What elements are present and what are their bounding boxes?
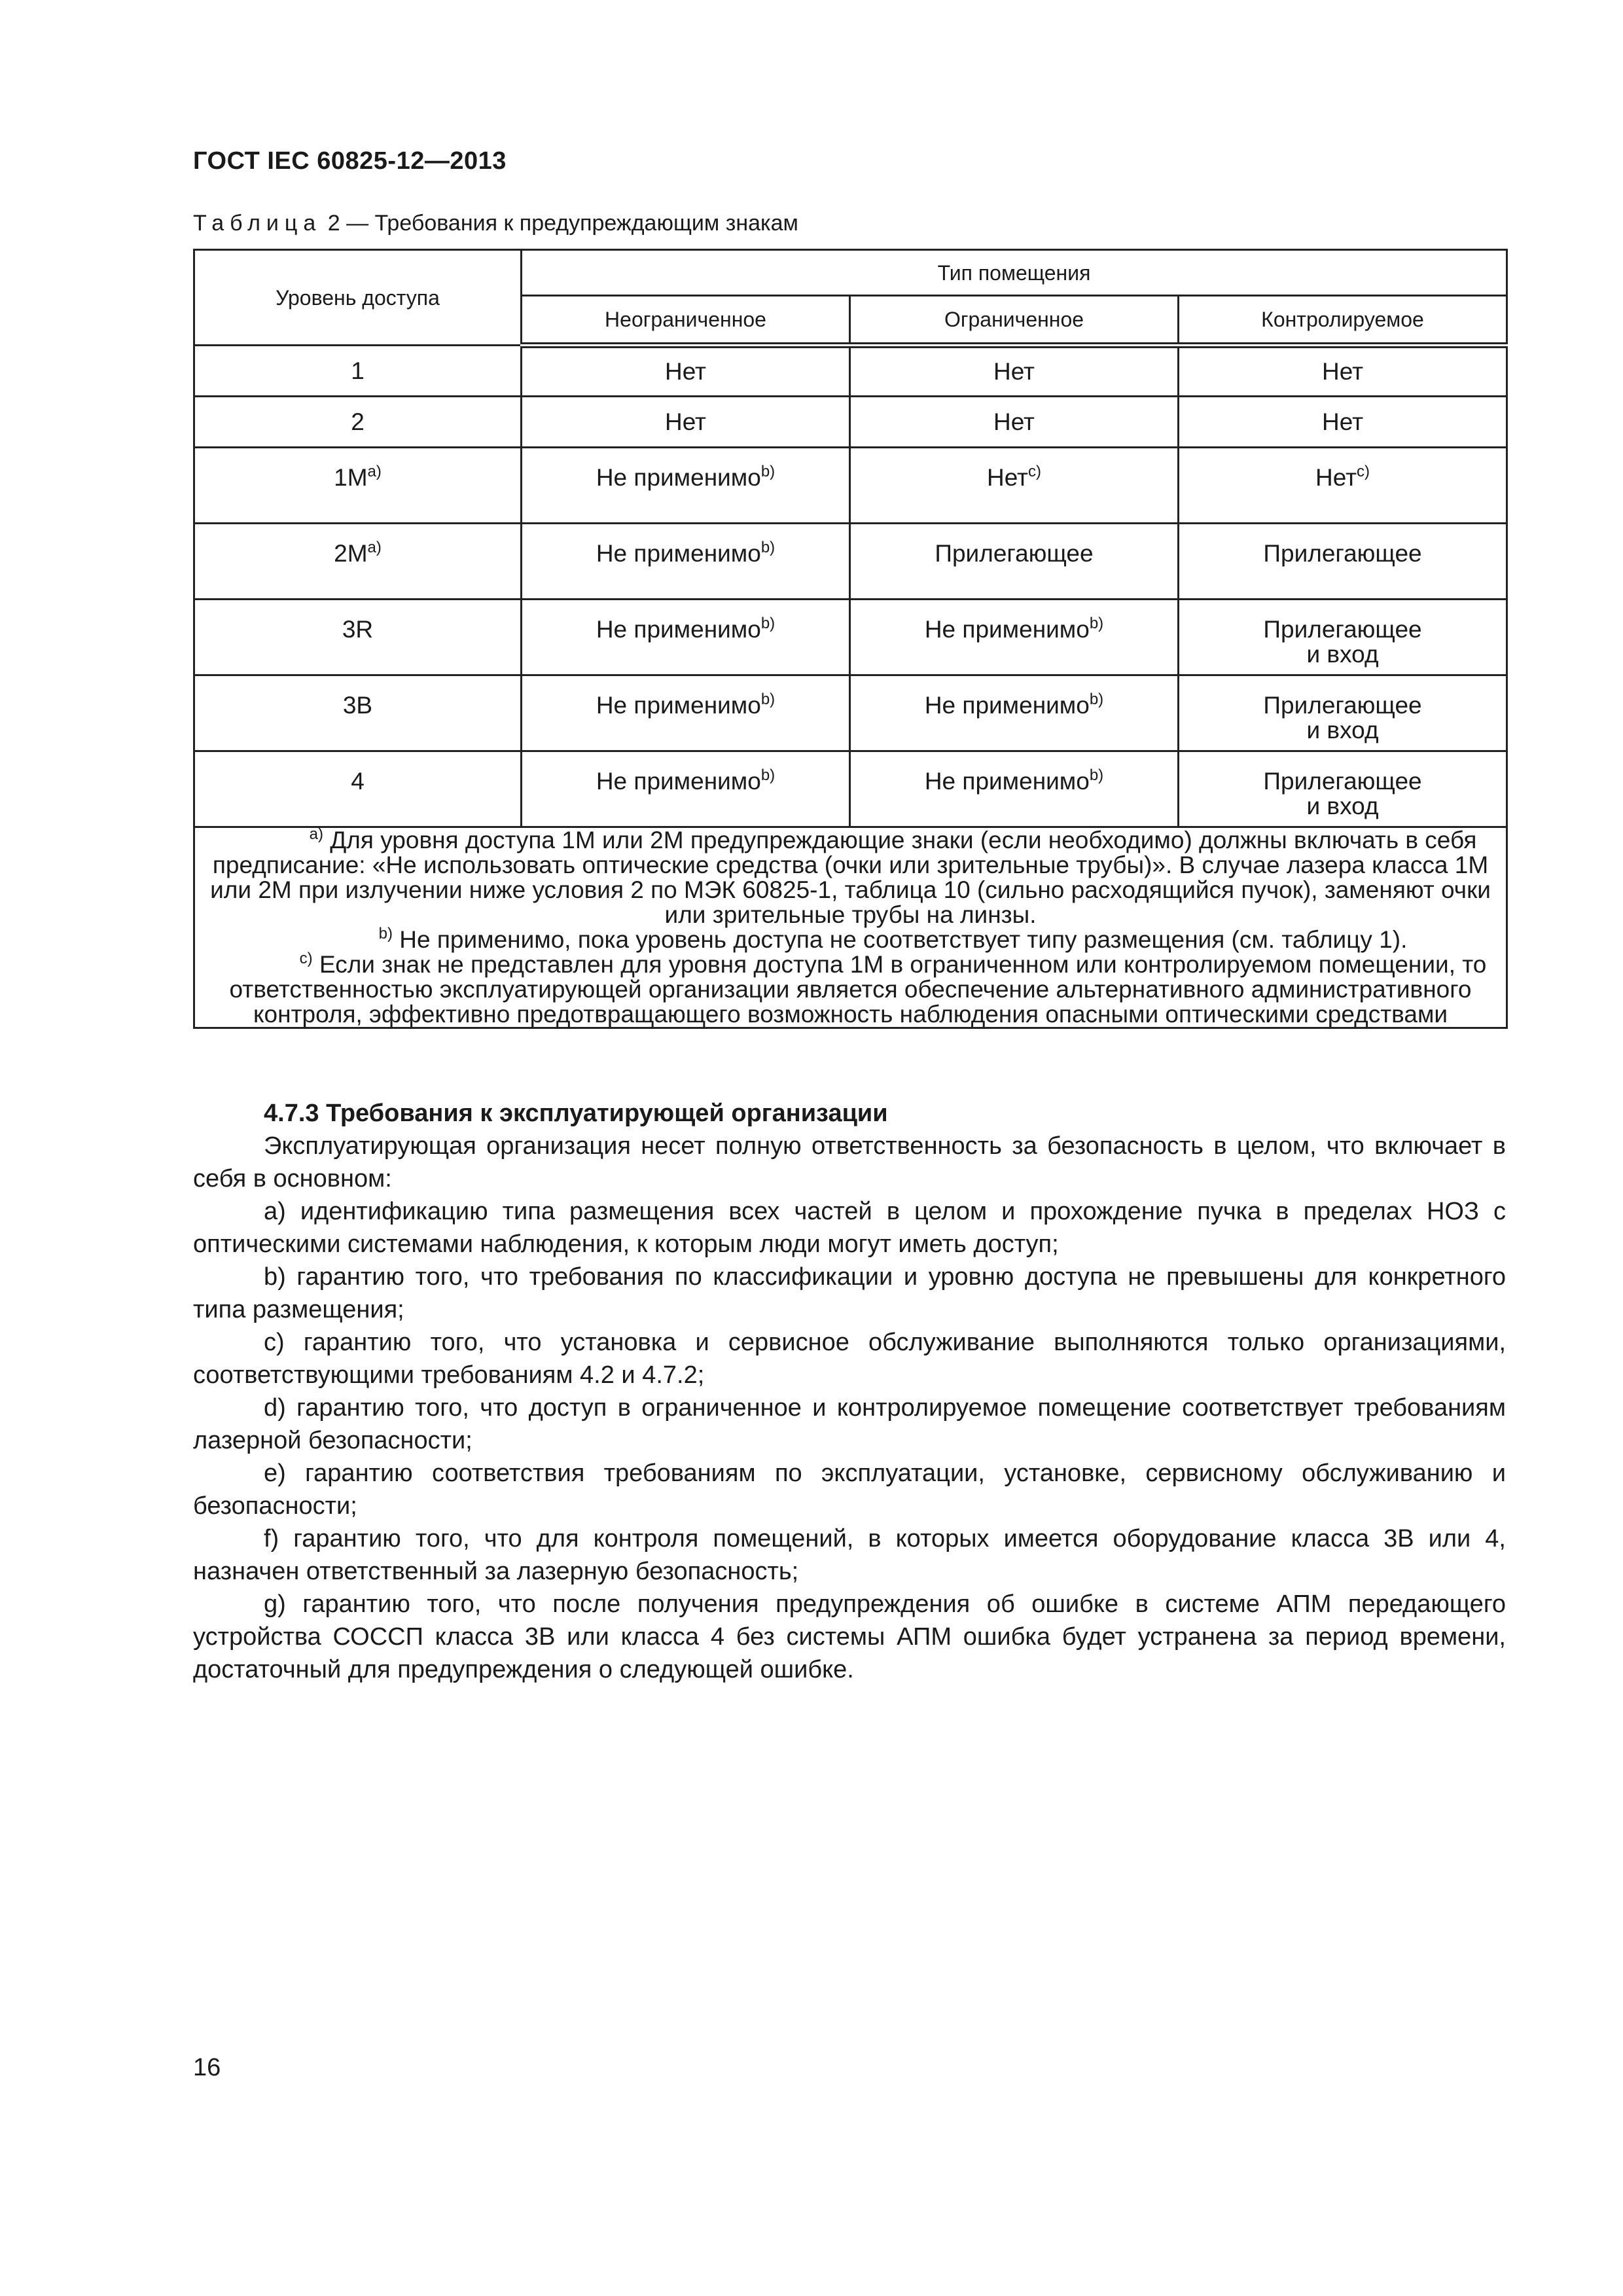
header-restricted: Ограниченное — [850, 296, 1179, 346]
cell-unrestricted — [522, 448, 850, 524]
note-a — [199, 825, 1502, 928]
section-paragraph: g) гарантию того, что после получения предупреждения об ошибке в системе АПМ передающего устройства СОССП класса 3B или класса 4 без системы АПМ ошибка будет устранена за период времени, достаточный для предупреждения о следующей ошибке. — [193, 1590, 1506, 1683]
cell-access-level — [194, 600, 522, 675]
header-room-type: Тип помещения — [522, 250, 1507, 296]
cell-footnote: c) — [1028, 463, 1041, 480]
table-caption-title: 2 — Требования к предупреждающим знакам — [321, 211, 798, 236]
cell-text: Прилегающее — [1263, 540, 1422, 567]
cell-unrestricted — [522, 675, 850, 751]
cell-restricted — [850, 675, 1179, 751]
cell-text: Нет — [664, 358, 706, 385]
cell-text: Не применимо — [596, 616, 761, 643]
cell-controlled — [1179, 524, 1507, 600]
section-body — [193, 1097, 1506, 1686]
cell-access-level — [194, 524, 522, 600]
table-row — [194, 600, 1507, 675]
cell-footnote: b) — [1089, 615, 1104, 632]
cell-unrestricted — [522, 397, 850, 448]
header-access-level: Уровень доступа — [194, 250, 522, 346]
cell-footnote: c) — [1357, 463, 1370, 480]
cell-text-line2: и вход — [1306, 793, 1379, 819]
note-c-mark: c) — [299, 950, 313, 967]
cell-restricted — [850, 600, 1179, 675]
document-header: ГОСТ IEC 60825-12—2013 — [193, 147, 507, 175]
note-b-mark: b) — [378, 925, 393, 942]
cell-footnote: b) — [1089, 766, 1104, 784]
level-footnote: a) — [367, 463, 382, 480]
cell-text: Не применимо — [596, 692, 761, 719]
table-row — [194, 524, 1507, 600]
cell-text: Не применимо — [596, 464, 761, 491]
table-caption-label: Таблица — [193, 211, 322, 236]
section-paragraph: e) гарантию соответствия требованиям по эксплуатации, установке, сервисному обслуживанию и безопасности; — [193, 1460, 1506, 1520]
level-text: 3B — [342, 692, 373, 719]
cell-controlled — [1179, 346, 1507, 397]
cell-unrestricted — [522, 346, 850, 397]
note-c-text: Если знак не представлен для уровня доступа 1M в ограниченном или контролируемом помещении, то ответственностью эксплуатирующей организации является обеспечение альтернативного административного контроля, эффективно предотвращающего возможность наблюдения опасными оптическими средствами — [229, 951, 1487, 1028]
level-text: 1M — [334, 464, 368, 491]
cell-unrestricted — [522, 751, 850, 827]
cell-text: Прилегающее — [1263, 692, 1422, 719]
cell-unrestricted — [522, 600, 850, 675]
section-paragraph: b) гарантию того, что требования по классификации и уровню доступа не превышены для конкретного типа размещения; — [193, 1263, 1506, 1323]
cell-footnote: b) — [760, 691, 776, 708]
table-row — [194, 448, 1507, 524]
cell-text: Не применимо — [924, 768, 1090, 795]
header-unrestricted: Неограниченное — [522, 296, 850, 346]
table-notes — [194, 827, 1507, 1028]
section-paragraph: c) гарантию того, что установка и сервисное обслуживание выполняются только организациями, соответствующими требованиям 4.2 и 4.7.2; — [193, 1329, 1506, 1389]
cell-controlled — [1179, 397, 1507, 448]
cell-controlled — [1179, 448, 1507, 524]
section-paragraph: a) идентификацию типа размещения всех частей в целом и прохождение пучка в пределах НОЗ с оптическими системами наблюдения, к которым люди могут иметь доступ; — [193, 1198, 1506, 1258]
cell-text: Не применимо — [924, 692, 1090, 719]
level-footnote: a) — [367, 539, 382, 556]
cell-text: Нет — [1322, 408, 1364, 435]
table-row — [194, 675, 1507, 751]
cell-text: Нет — [664, 408, 706, 435]
cell-text: Нет — [1322, 358, 1364, 385]
warning-signs-table — [193, 249, 1508, 1029]
note-a-text: Для уровня доступа 1M или 2M предупреждающие знаки (если необходимо) должны включать в себя предписание: «Не использовать оптические средства (очки или зрительные трубы)». В случае лазера класса 1M или 2M при излучении ниже условия 2 по МЭК 60825-1, таблица 10 (сильно расходящийся пучок), заменяют очки или зрительные трубы на линзы. — [210, 827, 1491, 928]
note-b-text: Не применимо, пока уровень доступа не соответствует типу размещения (см. таблицу 1). — [393, 926, 1408, 953]
cell-controlled — [1179, 600, 1507, 675]
header-controlled: Контролируемое — [1179, 296, 1507, 346]
note-b — [199, 927, 1502, 952]
table-row — [194, 751, 1507, 827]
cell-controlled — [1179, 751, 1507, 827]
table-row — [194, 397, 1507, 448]
cell-footnote: b) — [760, 615, 776, 632]
cell-footnote: b) — [1089, 691, 1104, 708]
cell-restricted — [850, 751, 1179, 827]
cell-footnote: b) — [760, 766, 776, 784]
cell-access-level — [194, 751, 522, 827]
level-text: 1 — [351, 357, 365, 384]
cell-text: Не применимо — [596, 768, 761, 795]
cell-text: Нет — [993, 408, 1035, 435]
cell-footnote: b) — [760, 539, 776, 556]
section-paragraph: Эксплуатирующая организация несет полную ответственность за безопасность в целом, что включает в себя в основном: — [193, 1132, 1506, 1193]
cell-restricted — [850, 448, 1179, 524]
page-number: 16 — [193, 2054, 221, 2081]
table-caption — [193, 211, 798, 236]
cell-restricted — [850, 397, 1179, 448]
cell-restricted — [850, 524, 1179, 600]
cell-text: Не применимо — [596, 540, 761, 567]
cell-footnote: b) — [760, 463, 776, 480]
section-paragraph: f) гарантию того, что для контроля помещений, в которых имеется оборудование класса 3B или 4, назначен ответственный за лазерную безопасность; — [193, 1525, 1506, 1585]
cell-text: Прилегающее — [1263, 768, 1422, 795]
cell-access-level — [194, 675, 522, 751]
cell-text-line2: и вход — [1306, 641, 1379, 668]
cell-text-line2: и вход — [1306, 717, 1379, 744]
note-a-mark: a) — [309, 825, 323, 843]
cell-text: Нет — [993, 358, 1035, 385]
section-paragraph: d) гарантию того, что доступ в ограниченное и контролируемое помещение соответствует требованиям лазерной безопасности; — [193, 1394, 1506, 1454]
cell-controlled — [1179, 675, 1507, 751]
cell-text: Нет — [986, 464, 1028, 491]
cell-access-level — [194, 397, 522, 448]
cell-restricted — [850, 346, 1179, 397]
cell-access-level — [194, 346, 522, 397]
cell-text: Нет — [1315, 464, 1357, 491]
level-text: 4 — [351, 768, 365, 795]
section-heading: 4.7.3 Требования к эксплуатирующей организации — [264, 1100, 888, 1127]
level-text: 2M — [334, 540, 368, 567]
note-c — [199, 952, 1502, 1027]
cell-text: Прилегающее — [1263, 616, 1422, 643]
level-text: 3R — [342, 616, 374, 643]
cell-text: Прилегающее — [935, 540, 1094, 567]
level-text: 2 — [351, 408, 365, 435]
cell-access-level — [194, 448, 522, 524]
cell-text: Не применимо — [924, 616, 1090, 643]
cell-unrestricted — [522, 524, 850, 600]
table-row — [194, 346, 1507, 397]
